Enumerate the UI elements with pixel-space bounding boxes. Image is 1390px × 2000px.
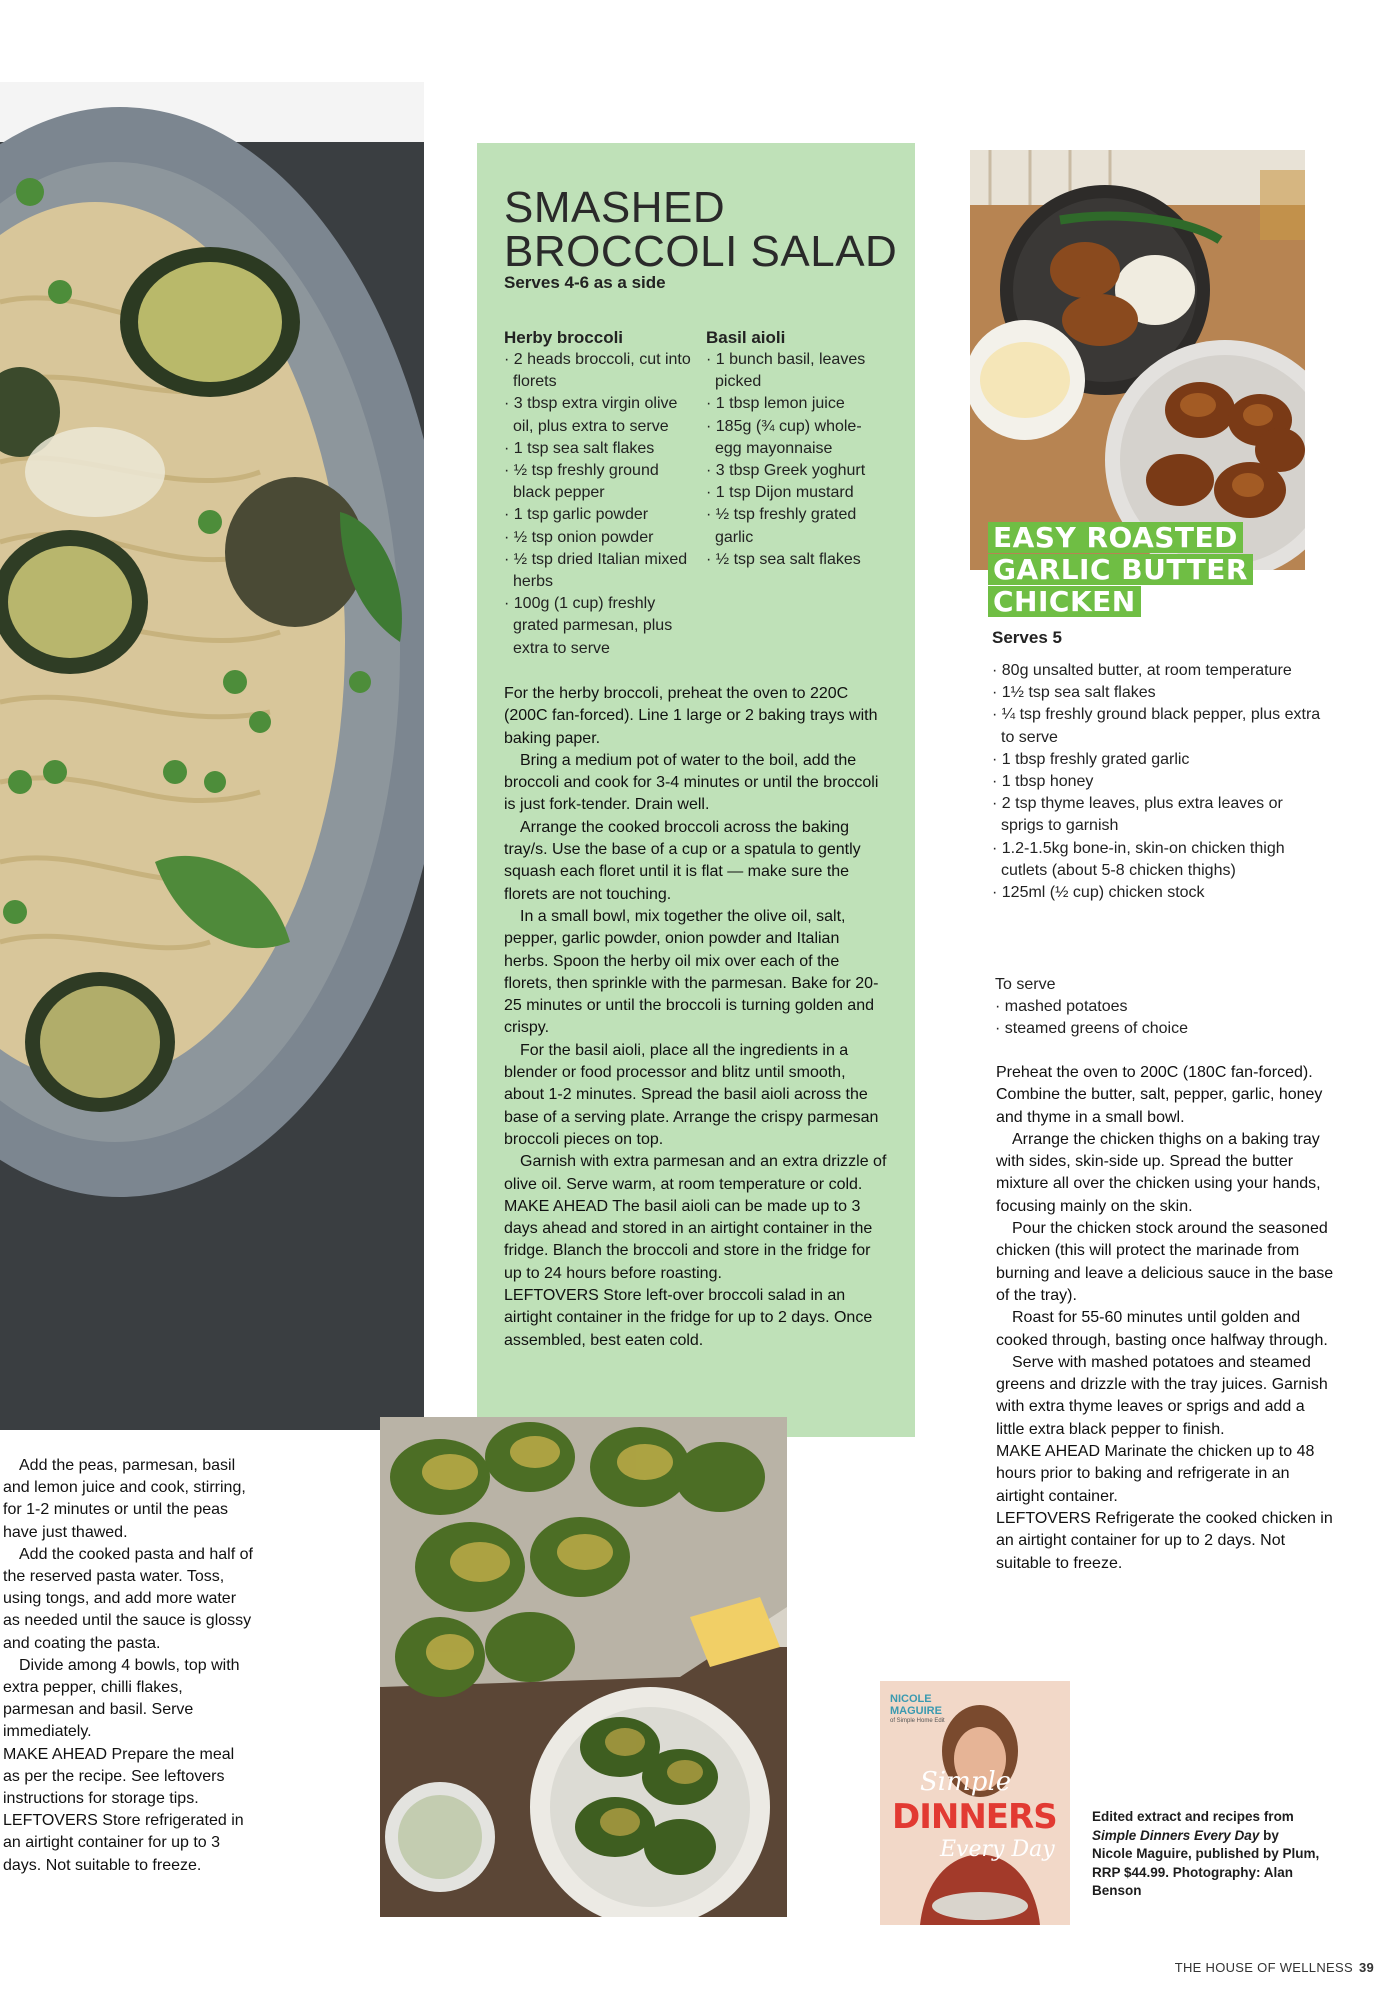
ingredient-item: · 2 tsp thyme leaves, plus extra leaves or sprigs to garnish [992,793,1322,837]
ingredient-item: · 1 bunch basil, leaves picked [706,349,886,393]
ingredient-item: · mashed potatoes [995,996,1315,1018]
ingredient-item: · 1.2-1.5kg bone-in, skin-on chicken thigh cutlets (about 5-8 chicken thighs) [992,838,1322,882]
method-step: In a small bowl, mix together the olive oil, salt, pepper, garlic powder, onion powder and Italian herbs. Spoon the herby oil mix over each of the florets, then sprinkle with the parmesan. Bake for 20-25 minutes or until the broccoli is turning golden and crispy. [504,907,879,1037]
chicken-serves: Serves 5 [992,628,1062,647]
ingredient-item: · 1 tbsp honey [992,771,1322,793]
page-number: 39 [1358,1960,1374,1975]
book-author-sub: of Simple Home Edit [890,1718,945,1724]
basil-aioli-column [706,327,886,571]
book-title-simple: Simple [920,1767,1012,1797]
chicken-title-line: CHICKEN [988,586,1141,617]
ingredient-item: · ½ tsp onion powder [504,527,698,549]
herby-broccoli-list [504,349,698,660]
ingredient-item: · 1 tbsp lemon juice [706,393,886,415]
ingredient-item: · 3 tbsp Greek yoghurt [706,460,886,482]
make-ahead-note: MAKE AHEAD Marinate the chicken up to 48 hours prior to baking and refrigerate in an airtight container. [996,1443,1315,1505]
book-title-dinners: DINNERS [892,1797,1057,1837]
ingredient-item: · 100g (1 cup) freshly grated parmesan, plus extra to serve [504,593,698,660]
ingredient-item: · 125ml (½ cup) chicken stock [992,882,1322,904]
chicken-to-serve [995,974,1315,1041]
ingredient-item: · ½ tsp sea salt flakes [706,549,886,571]
method-step: Divide among 4 bowls, top with extra pepper, chilli flakes, parmesan and basil. Serve immediately. [3,1656,240,1741]
ingredient-item: · ¼ tsp freshly ground black pepper, plus extra to serve [992,704,1322,748]
ingredient-item: · ½ tsp freshly ground black pepper [504,460,698,504]
method-step: Serve with mashed potatoes and steamed greens and drizzle with the tray juices. Garnish with extra thyme leaves or sprigs and add a little extra black pepper to finish. [996,1353,1328,1438]
chicken-photo [970,150,1305,570]
magazine-name: THE HOUSE OF WELLNESS [1174,1960,1353,1975]
method-step: Add the peas, parmesan, basil and lemon juice and cook, stirring, for 1-2 minutes or until the peas have just thawed. [3,1457,246,1541]
salad-method [504,683,888,1352]
ingredient-item: · steamed greens of choice [995,1018,1315,1040]
page-footer [1175,1960,1374,1975]
ingredient-item: · 1 tsp Dijon mustard [706,482,886,504]
ingredient-item: · 2 heads broccoli, cut into florets [504,349,698,393]
method-step: Preheat the oven to 200C (180C fan-forced). Combine the butter, salt, pepper, garlic, honey and thyme in a small bowl. [996,1064,1323,1126]
ingredient-item: · ½ tsp freshly grated garlic [706,504,886,548]
method-step: Add the cooked pasta and half of the reserved pasta water. Toss, using tongs, and add more water as needed until the sauce is glossy and coating the pasta. [3,1545,253,1652]
make-ahead-note: MAKE AHEAD Prepare the meal as per the recipe. See leftovers instructions for storage tips. [3,1745,235,1808]
ingredient-item: · ½ tsp dried Italian mixed herbs [504,549,698,593]
book-author [890,1693,945,1725]
salad-title-line2: BROCCOLI SALAD [504,227,898,276]
book-author-line: NICOLE [890,1693,932,1705]
chicken-title-line: GARLIC BUTTER [988,554,1253,585]
leftovers-note: LEFTOVERS Refrigerate the cooked chicken in an airtight container for up to 2 days. Not suitable to freeze. [996,1509,1333,1572]
credit-part: by Nicole Maguire, published by Plum, RRP $44.99. Photography: Alan Benson [1092,1827,1320,1898]
chicken-method [996,1062,1334,1575]
credit-text [1092,1808,1322,1901]
leftovers-note: LEFTOVERS Store left-over broccoli salad in an airtight container in the fridge for up to 2 days. Once assembled, best eaten cold. [504,1287,873,1349]
book-cover [880,1681,1070,1925]
basil-aioli-heading: Basil aioli [706,328,786,347]
ingredient-item: · 1 tsp garlic powder [504,504,698,526]
make-ahead-note: MAKE AHEAD The basil aioli can be made up to 3 days ahead and stored in an airtight container in the fridge. Blanch the broccoli and store in the fridge for up to 24 hours before roasting. [504,1197,873,1282]
ingredient-item: · 1½ tsp sea salt flakes [992,682,1322,704]
to-serve-list [995,996,1315,1040]
method-step: Garnish with extra parmesan and an extra drizzle of olive oil. Serve warm, at room temperature or cold. [504,1153,887,1193]
leftovers-note: LEFTOVERS Store refrigerated in an airtight container for up to 3 days. Not suitable to freeze. [3,1812,244,1874]
ingredient-item: · 185g (¾ cup) whole-egg mayonnaise [706,416,886,460]
chicken-ingredient-list [992,660,1322,904]
chicken-title [988,522,1253,618]
method-step: For the herby broccoli, preheat the oven to 220C (200C fan-forced). Line 1 large or 2 baking trays with baking paper. [504,685,878,747]
herby-broccoli-column [504,327,698,660]
ingredient-item: · 1 tsp sea salt flakes [504,438,698,460]
basil-aioli-list [706,349,886,571]
book-title-everyday: Every Day [940,1837,1055,1862]
credit-part: Edited extract and recipes from [1092,1809,1294,1824]
credit-book-title: Simple Dinners Every Day [1092,1827,1260,1843]
ingredient-item: · 80g unsalted butter, at room temperature [992,660,1322,682]
method-step: For the basil aioli, place all the ingredients in a blender or food processor and blitz until smooth, about 1-2 minutes. Spread the basil aioli across the base of a serving plate. Arrange the crispy parmesan broccoli pieces on top. [504,1041,879,1148]
ingredient-item: · 1 tbsp freshly grated garlic [992,749,1322,771]
chicken-ingredients [992,660,1322,904]
book-author-line: MAGUIRE [890,1705,942,1717]
method-step: Bring a medium pot of water to the boil, add the broccoli and cook for 3-4 minutes or until the broccoli is just fork-tender. Drain well. [504,751,879,814]
method-step: Roast for 55-60 minutes until golden and cooked through, basting once halfway through. [996,1309,1328,1349]
herby-broccoli-heading: Herby broccoli [504,328,624,347]
method-step: Arrange the cooked broccoli across the baking tray/s. Use the base of a cup or a spatula to gently squash each floret until it is flat — make sure the florets are not touching. [504,818,861,903]
salad-title [504,183,898,276]
ingredient-item: · 3 tbsp extra virgin olive oil, plus extra to serve [504,393,698,437]
salad-title-line1: SMASHED [504,183,726,232]
salad-serves: Serves 4-6 as a side [504,273,666,292]
method-step: Pour the chicken stock around the seasoned chicken (this will protect the marinade from burning and leave a delicious sauce in the base of the tray). [996,1220,1334,1304]
broccoli-photo [380,1417,787,1917]
method-step: Arrange the chicken thighs on a baking tray with sides, skin-side up. Spread the butter mixture all over the chicken using your hands, focusing mainly on the skin. [996,1130,1321,1215]
pasta-method [3,1455,255,1877]
chicken-title-line: EASY ROASTED [988,522,1243,553]
to-serve-heading: To serve [995,976,1056,993]
pasta-photo [0,82,424,1430]
